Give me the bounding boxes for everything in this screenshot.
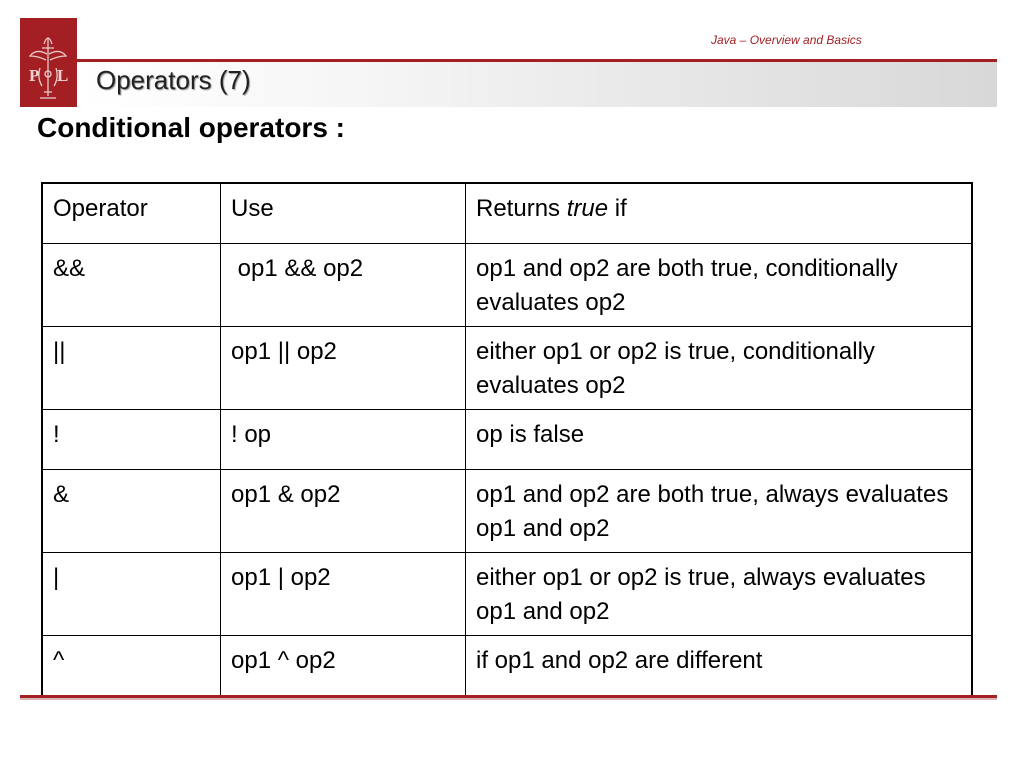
returns-cell: op1 and op2 are both true, conditionally evaluates op2 (466, 244, 973, 327)
returns-cell: if op1 and op2 are different (466, 636, 973, 697)
operators-table (41, 182, 973, 697)
operator-cell: && (42, 244, 221, 327)
use-cell: op1 ^ op2 (221, 636, 466, 697)
header-cell-operator: Operator (42, 183, 221, 244)
use-cell: op1 || op2 (221, 327, 466, 410)
use-cell: op1 | op2 (221, 553, 466, 636)
returns-cell: either op1 or op2 is true, always evaluates op1 and op2 (466, 553, 973, 636)
use-cell: ! op (221, 410, 466, 470)
table-row (42, 470, 972, 553)
returns-suffix: if (608, 195, 627, 222)
operator-cell: ^ (42, 636, 221, 697)
footer-rule-shadow (20, 698, 997, 700)
institution-seal-icon (20, 18, 77, 107)
table-row (42, 636, 972, 697)
returns-cell: op1 and op2 are both true, always evaluates op1 and op2 (466, 470, 973, 553)
header-cell-use: Use (221, 183, 466, 244)
table-header-row (42, 183, 972, 244)
use-cell: op1 && op2 (221, 244, 466, 327)
slide-title: Operators (7) (96, 65, 251, 95)
table-row (42, 553, 972, 636)
table-row (42, 327, 972, 410)
operator-cell: ! (42, 410, 221, 470)
svg-text:L: L (57, 66, 69, 85)
institution-logo (20, 18, 77, 107)
returns-prefix: Returns (476, 195, 567, 222)
operator-cell: || (42, 327, 221, 410)
returns-italic: true (566, 195, 609, 222)
header-caption: Java – Overview and Basics (711, 33, 862, 47)
operator-cell: & (42, 470, 221, 553)
returns-cell: op is false (466, 410, 973, 470)
svg-text:P: P (29, 66, 40, 85)
header-cell-returns (466, 183, 973, 244)
use-cell: op1 & op2 (221, 470, 466, 553)
operator-cell: | (42, 553, 221, 636)
returns-cell: either op1 or op2 is true, conditionally evaluates op2 (466, 327, 973, 410)
table-row (42, 244, 972, 327)
table-row (42, 410, 972, 470)
section-heading: Conditional operators : (37, 112, 345, 143)
